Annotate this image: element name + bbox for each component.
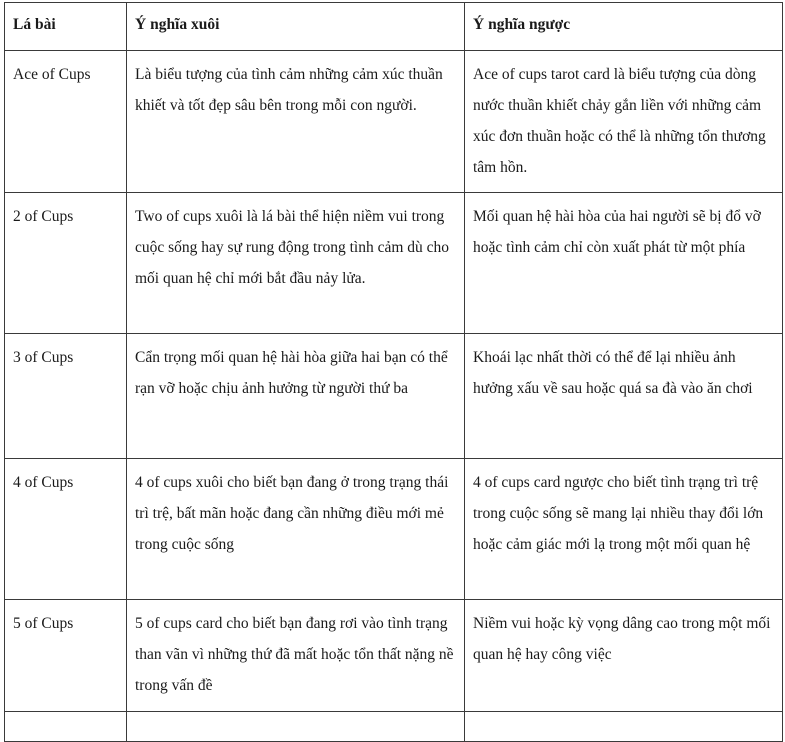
- table-row: [5, 51, 783, 193]
- reversed-meaning-cell: Mối quan hệ hài hòa của hai người sẽ bị đổ vỡ hoặc tình cảm chỉ còn xuất phát từ một phía: [465, 193, 783, 334]
- upright-meaning-cell: [127, 712, 465, 742]
- table-row: [5, 334, 783, 459]
- upright-meaning-cell: Two of cups xuôi là lá bài thể hiện niềm vui trong cuộc sống hay sự rung động trong tình cảm dù cho mối quan hệ chỉ mới bắt đầu nảy lửa.: [127, 193, 465, 334]
- header-card: Lá bài: [5, 3, 127, 51]
- table-row: [5, 193, 783, 334]
- tarot-cups-table: [4, 2, 783, 742]
- table-row: [5, 600, 783, 712]
- table-header-row: [5, 3, 783, 51]
- reversed-meaning-cell: Khoái lạc nhất thời có thể để lại nhiều ảnh hưởng xấu về sau hoặc quá sa đà vào ăn chơi: [465, 334, 783, 459]
- card-name-cell: Ace of Cups: [5, 51, 127, 193]
- upright-meaning-cell: 4 of cups xuôi cho biết bạn đang ở trong trạng thái trì trệ, bất mãn hoặc đang cần những điều mới mẻ trong cuộc sống: [127, 459, 465, 600]
- table-row-partial: [5, 712, 783, 742]
- card-name-cell: 2 of Cups: [5, 193, 127, 334]
- table-row: [5, 459, 783, 600]
- card-name-cell: 3 of Cups: [5, 334, 127, 459]
- header-reversed-meaning: Ý nghĩa ngược: [465, 3, 783, 51]
- reversed-meaning-cell: Ace of cups tarot card là biểu tượng của dòng nước thuần khiết chảy gắn liền với những cảm xúc đơn thuần hoặc có thể là những tổn thương tâm hồn.: [465, 51, 783, 193]
- upright-meaning-cell: 5 of cups card cho biết bạn đang rơi vào tình trạng than vãn vì những thứ đã mất hoặc tổn thất nặng nề trong vấn đề: [127, 600, 465, 712]
- card-name-cell: 5 of Cups: [5, 600, 127, 712]
- reversed-meaning-cell: [465, 712, 783, 742]
- reversed-meaning-cell: 4 of cups card ngược cho biết tình trạng trì trệ trong cuộc sống sẽ mang lại nhiều thay đổi lớn hoặc cảm giác mới lạ trong một mối quan hệ: [465, 459, 783, 600]
- header-upright-meaning: Ý nghĩa xuôi: [127, 3, 465, 51]
- upright-meaning-cell: Là biểu tượng của tình cảm những cảm xúc thuần khiết và tốt đẹp sâu bên trong mỗi con người.: [127, 51, 465, 193]
- upright-meaning-cell: Cẩn trọng mối quan hệ hài hòa giữa hai bạn có thể rạn vỡ hoặc chịu ảnh hưởng từ người thứ ba: [127, 334, 465, 459]
- reversed-meaning-cell: Niềm vui hoặc kỳ vọng dâng cao trong một mối quan hệ hay công việc: [465, 600, 783, 712]
- card-name-cell: 4 of Cups: [5, 459, 127, 600]
- card-name-cell: [5, 712, 127, 742]
